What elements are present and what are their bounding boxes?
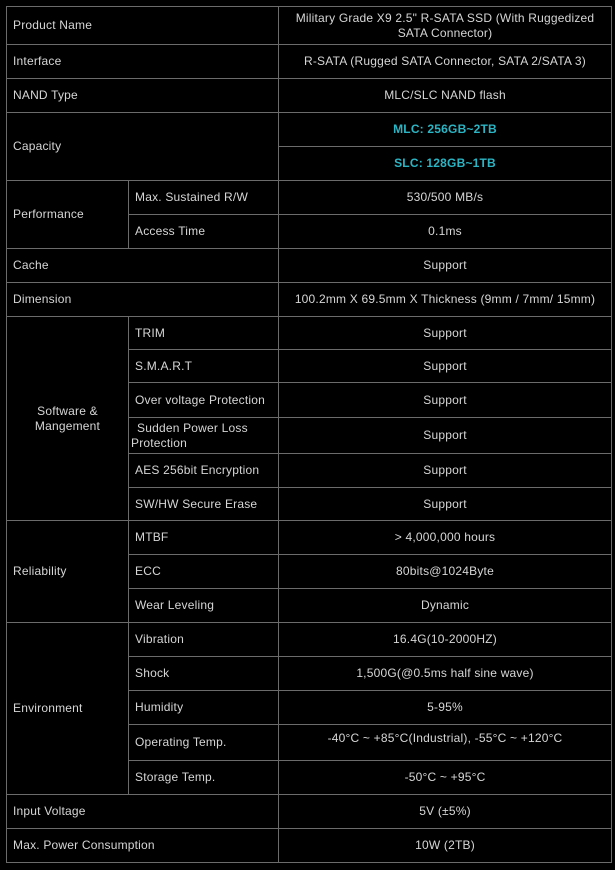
spec-value: MLC/SLC NAND flash bbox=[279, 79, 612, 113]
software-label-line2: Mangement bbox=[34, 418, 101, 433]
spec-row-input-voltage bbox=[7, 795, 612, 829]
spec-value: Dynamic bbox=[279, 589, 612, 623]
spec-label: Product Name bbox=[7, 7, 279, 45]
spec-row-environment bbox=[7, 623, 612, 657]
spec-value: -50°C ~ +95°C bbox=[279, 761, 612, 795]
spec-sub-label: Access Time bbox=[129, 215, 279, 249]
spec-value: 5-95% bbox=[279, 691, 612, 725]
spec-label: Interface bbox=[7, 45, 279, 79]
spec-value: Support bbox=[279, 383, 612, 418]
spec-sub-label bbox=[129, 418, 279, 454]
spec-value: 5V (±5%) bbox=[279, 795, 612, 829]
spec-row-interface bbox=[7, 45, 612, 79]
spec-label: Environment bbox=[7, 623, 129, 795]
spec-label: Performance bbox=[7, 181, 129, 249]
spec-label: Dimension bbox=[7, 283, 279, 317]
spec-sub-label: Vibration bbox=[129, 623, 279, 657]
spec-value: Military Grade X9 2.5" R-SATA SSD (With Ruggedized SATA Connector) bbox=[279, 7, 612, 45]
spec-value: 16.4G(10-2000HZ) bbox=[279, 623, 612, 657]
spec-value: 530/500 MB/s bbox=[279, 181, 612, 215]
spec-sub-label: ECC bbox=[129, 555, 279, 589]
sudden-power-loss-label: Sudden Power Loss Protection bbox=[131, 420, 248, 450]
spec-value: > 4,000,000 hours bbox=[279, 521, 612, 555]
software-label-line1: Software & bbox=[37, 403, 98, 418]
spec-row-reliability bbox=[7, 521, 612, 555]
spec-label bbox=[7, 317, 129, 521]
spec-value: 100.2mm X 69.5mm X Thickness (9mm / 7mm/ 15mm) bbox=[279, 283, 612, 317]
spec-row-capacity-mlc bbox=[7, 113, 612, 147]
spec-row-product-name bbox=[7, 7, 612, 45]
spec-label: Capacity bbox=[7, 113, 279, 181]
spec-value: R-SATA (Rugged SATA Connector, SATA 2/SATA 3) bbox=[279, 45, 612, 79]
capacity-mlc-value: MLC: 256GB~2TB bbox=[279, 113, 612, 147]
spec-sub-label: Operating Temp. bbox=[129, 725, 279, 761]
spec-sub-label: Max. Sustained R/W bbox=[129, 181, 279, 215]
spec-row-software bbox=[7, 317, 612, 350]
spec-value: -40°C ~ +85°C(Industrial), -55°C ~ +120°C bbox=[279, 725, 612, 761]
spec-value: 1,500G(@0.5ms half sine wave) bbox=[279, 657, 612, 691]
spec-value: 0.1ms bbox=[279, 215, 612, 249]
spec-sub-label: MTBF bbox=[129, 521, 279, 555]
spec-label: Input Voltage bbox=[7, 795, 279, 829]
spec-row-max-power bbox=[7, 829, 612, 863]
spec-row-nand-type bbox=[7, 79, 612, 113]
spec-label: Max. Power Consumption bbox=[7, 829, 279, 863]
spec-value: Support bbox=[279, 488, 612, 521]
spec-table bbox=[6, 6, 612, 863]
spec-value: 80bits@1024Byte bbox=[279, 555, 612, 589]
spec-row-performance bbox=[7, 181, 612, 215]
spec-label: Reliability bbox=[7, 521, 129, 623]
spec-value: 10W (2TB) bbox=[279, 829, 612, 863]
spec-sub-label: TRIM bbox=[129, 317, 279, 350]
spec-sub-label: Storage Temp. bbox=[129, 761, 279, 795]
spec-sub-label: AES 256bit Encryption bbox=[129, 454, 279, 488]
capacity-slc-value: SLC: 128GB~1TB bbox=[279, 147, 612, 181]
spec-label: NAND Type bbox=[7, 79, 279, 113]
spec-value: Support bbox=[279, 418, 612, 454]
spec-value: Support bbox=[279, 454, 612, 488]
spec-sub-label: S.M.A.R.T bbox=[129, 350, 279, 383]
spec-row-dimension bbox=[7, 283, 612, 317]
spec-sub-label: SW/HW Secure Erase bbox=[129, 488, 279, 521]
spec-value: Support bbox=[279, 249, 612, 283]
spec-sub-label: Wear Leveling bbox=[129, 589, 279, 623]
spec-label: Cache bbox=[7, 249, 279, 283]
spec-sub-label: Over voltage Protection bbox=[129, 383, 279, 418]
spec-row-cache bbox=[7, 249, 612, 283]
spec-sub-label: Humidity bbox=[129, 691, 279, 725]
spec-value: Support bbox=[279, 350, 612, 383]
spec-sub-label: Shock bbox=[129, 657, 279, 691]
spec-value: Support bbox=[279, 317, 612, 350]
